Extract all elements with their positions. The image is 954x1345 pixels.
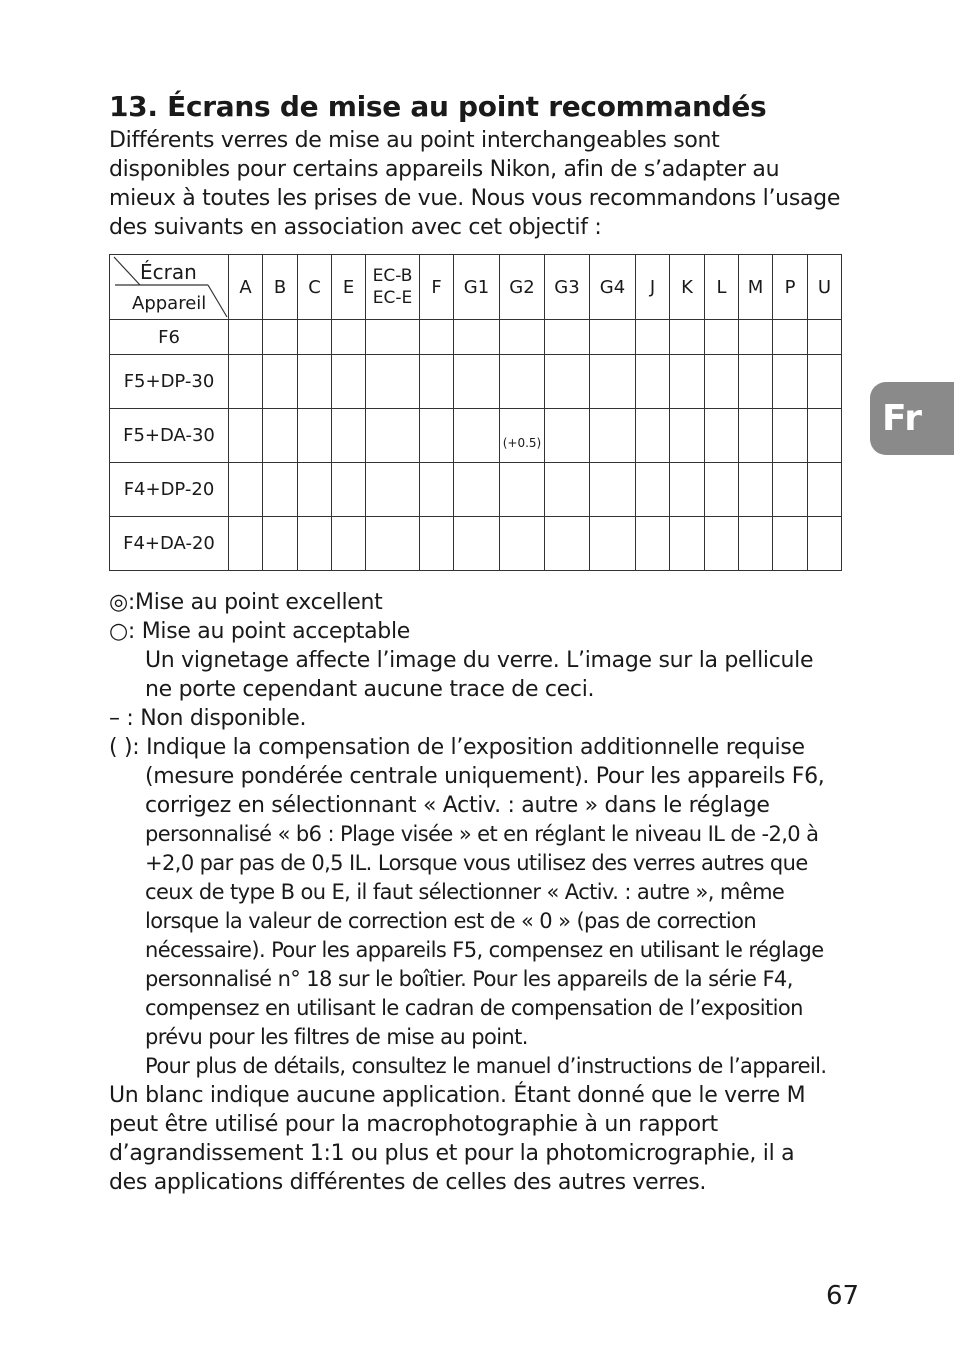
table-cell (773, 463, 808, 517)
closing-line: peut être utilisé pour la macrophotographie à un rapport (109, 1112, 718, 1137)
paren-detail-line: lorsque la valeur de correction est de « 0 » (pas de correction (145, 909, 757, 933)
column-header: K (670, 255, 705, 320)
paren-detail-line: +2,0 par pas de 0,5 IL. Lorsque vous utilisez des verres autres que (145, 851, 808, 875)
row-label: F4+DP-20 (110, 463, 229, 517)
column-header: P (773, 255, 808, 320)
table-cell (332, 517, 366, 571)
table-cell (773, 320, 808, 355)
table-cell (229, 355, 263, 409)
table-cell (454, 355, 500, 409)
column-header: G3 (545, 255, 590, 320)
intro-line: Différents verres de mise au point interchangeables sont (109, 128, 720, 153)
table-row (110, 320, 842, 355)
paren-detail-line: Pour plus de détails, consultez le manuel d’instructions de l’appareil. (145, 1054, 827, 1078)
table-cell (454, 463, 500, 517)
table-cell (298, 463, 332, 517)
table-cell (670, 320, 705, 355)
table-cell (590, 517, 636, 571)
table-cell (808, 517, 842, 571)
paren-detail-line: personnalisé n° 18 sur le boîtier. Pour les appareils de la série F4, (145, 967, 793, 991)
paren-detail-line: prévu pour les filtres de mise au point. (145, 1025, 528, 1049)
table-cell (808, 355, 842, 409)
legend-and-notes (109, 588, 854, 1197)
acceptable-symbol: ○ (109, 619, 128, 644)
table-cell (332, 409, 366, 463)
table-cell (263, 409, 298, 463)
intro-line: des suivants en association avec cet objectif : (109, 215, 602, 240)
paren-symbol: ( ) (109, 735, 133, 760)
table-cell (705, 355, 739, 409)
table-row (110, 355, 842, 409)
table-cell (332, 320, 366, 355)
table-cell (545, 355, 590, 409)
table-cell (739, 355, 773, 409)
excellent-symbol: ◎ (109, 590, 128, 615)
paren-detail-line: nécessaire). Pour les appareils F5, compensez en utilisant le réglage (145, 938, 824, 962)
table-cell (420, 355, 454, 409)
table-cell (773, 409, 808, 463)
table-cell (636, 320, 670, 355)
paren-detail-line: ceux de type B ou E, il faut sélectionner « Activ. : autre », même (145, 880, 785, 904)
section-title: 13. Écrans de mise au point recommandés (109, 90, 767, 123)
intro-line: disponibles pour certains appareils Nikon, afin de s’adapter au (109, 157, 780, 182)
table-cell (229, 517, 263, 571)
table-cell (590, 463, 636, 517)
intro-line: mieux à toutes les prises de vue. Nous vous recommandons l’usage (109, 186, 841, 211)
focusing-screen-table (109, 254, 842, 571)
table-cell (545, 409, 590, 463)
column-header: C (298, 255, 332, 320)
na-text: : Non disponible. (119, 706, 307, 731)
column-header: F (420, 255, 454, 320)
column-header-ecb: EC-B (372, 266, 413, 286)
table-cell (420, 320, 454, 355)
table-cell (808, 320, 842, 355)
table-cell (636, 355, 670, 409)
table-cell (500, 409, 545, 463)
table-cell (366, 320, 420, 355)
table-corner-cell (110, 255, 229, 320)
table-cell (590, 320, 636, 355)
table-cell (773, 517, 808, 571)
corner-screen-label: Écran (140, 260, 197, 284)
acceptable-detail-line: ne porte cependant aucune trace de ceci. (145, 677, 595, 702)
paren-detail-line: compensez en utilisant le cadran de compensation de l’exposition (145, 996, 803, 1020)
table-cell (420, 463, 454, 517)
table-cell (545, 463, 590, 517)
column-header: M (739, 255, 773, 320)
table-cell (739, 463, 773, 517)
table-cell (366, 409, 420, 463)
table-cell (545, 517, 590, 571)
table-cell (229, 463, 263, 517)
excellent-text: :Mise au point excellent (127, 590, 383, 615)
table-cell (454, 409, 500, 463)
table-cell (229, 409, 263, 463)
column-header: L (705, 255, 739, 320)
column-header: J (636, 255, 670, 320)
table-cell (636, 463, 670, 517)
table-cell (420, 517, 454, 571)
intro-paragraph (109, 126, 849, 242)
table-cell (670, 517, 705, 571)
column-header: E (332, 255, 366, 320)
table-cell (670, 355, 705, 409)
na-symbol: – (109, 706, 120, 731)
column-header: G1 (454, 255, 500, 320)
column-header (366, 255, 420, 320)
table-cell (705, 320, 739, 355)
table-cell (705, 409, 739, 463)
table-cell (229, 320, 263, 355)
column-header-ece: EC-E (372, 288, 413, 308)
paren-text: : Indique la compensation de l’exposition additionnelle requise (132, 735, 805, 760)
table-row (110, 463, 842, 517)
column-header: A (229, 255, 263, 320)
table-cell (298, 517, 332, 571)
table-cell (705, 517, 739, 571)
table-cell (366, 463, 420, 517)
table-cell (808, 463, 842, 517)
paren-detail-line: personnalisé « b6 : Plage visée » et en réglant le niveau IL de -2,0 à (145, 822, 819, 846)
table-cell (332, 355, 366, 409)
table-cell (808, 409, 842, 463)
closing-line: d’agrandissement 1:1 ou plus et pour la photomicrographie, il a (109, 1141, 795, 1166)
table-cell (263, 463, 298, 517)
table-cell (636, 517, 670, 571)
table-cell (420, 409, 454, 463)
legend-excellent (109, 588, 854, 617)
language-tab: Fr (870, 382, 954, 455)
table-cell (500, 355, 545, 409)
table-cell (298, 320, 332, 355)
row-label: F5+DA-30 (110, 409, 229, 463)
table-cell (366, 517, 420, 571)
table-cell (590, 409, 636, 463)
table-cell (670, 463, 705, 517)
table-cell (454, 517, 500, 571)
table-cell (366, 355, 420, 409)
column-header: G4 (590, 255, 636, 320)
table-cell (263, 517, 298, 571)
table-row (110, 517, 842, 571)
table-header-row (110, 255, 842, 320)
table-cell (739, 320, 773, 355)
table-cell (298, 355, 332, 409)
table-cell (773, 355, 808, 409)
table-cell (739, 409, 773, 463)
legend-acceptable (109, 617, 854, 646)
column-header: G2 (500, 255, 545, 320)
paren-detail-line: (mesure pondérée centrale uniquement). Pour les appareils F6, (145, 764, 825, 789)
page-number: 67 (826, 1281, 860, 1311)
table-cell (263, 355, 298, 409)
row-label: F5+DP-30 (110, 355, 229, 409)
table-cell (263, 320, 298, 355)
column-header: B (263, 255, 298, 320)
paren-detail-line: corrigez en sélectionnant « Activ. : autre » dans le réglage (145, 793, 770, 818)
table-cell (636, 409, 670, 463)
table-cell (739, 517, 773, 571)
table-cell (500, 463, 545, 517)
table-cell (500, 517, 545, 571)
row-label: F6 (110, 320, 229, 355)
table-cell (454, 320, 500, 355)
acceptable-text: : Mise au point acceptable (127, 619, 411, 644)
legend-not-available (109, 704, 854, 733)
table-row (110, 409, 842, 463)
corner-camera-label: Appareil (132, 293, 207, 314)
exposure-compensation-note: (+0.5) (502, 435, 542, 450)
table-cell (670, 409, 705, 463)
table-cell (590, 355, 636, 409)
table-cell (705, 463, 739, 517)
closing-line: Un blanc indique aucune application. Étant donné que le verre M (109, 1083, 806, 1108)
table-cell (332, 463, 366, 517)
table-cell (500, 320, 545, 355)
closing-line: des applications différentes de celles des autres verres. (109, 1170, 707, 1195)
table-cell (298, 409, 332, 463)
column-header: U (808, 255, 842, 320)
row-label: F4+DA-20 (110, 517, 229, 571)
acceptable-detail-line: Un vignetage affecte l’image du verre. L’image sur la pellicule (145, 648, 814, 673)
table-cell (545, 320, 590, 355)
legend-parentheses (109, 733, 854, 762)
